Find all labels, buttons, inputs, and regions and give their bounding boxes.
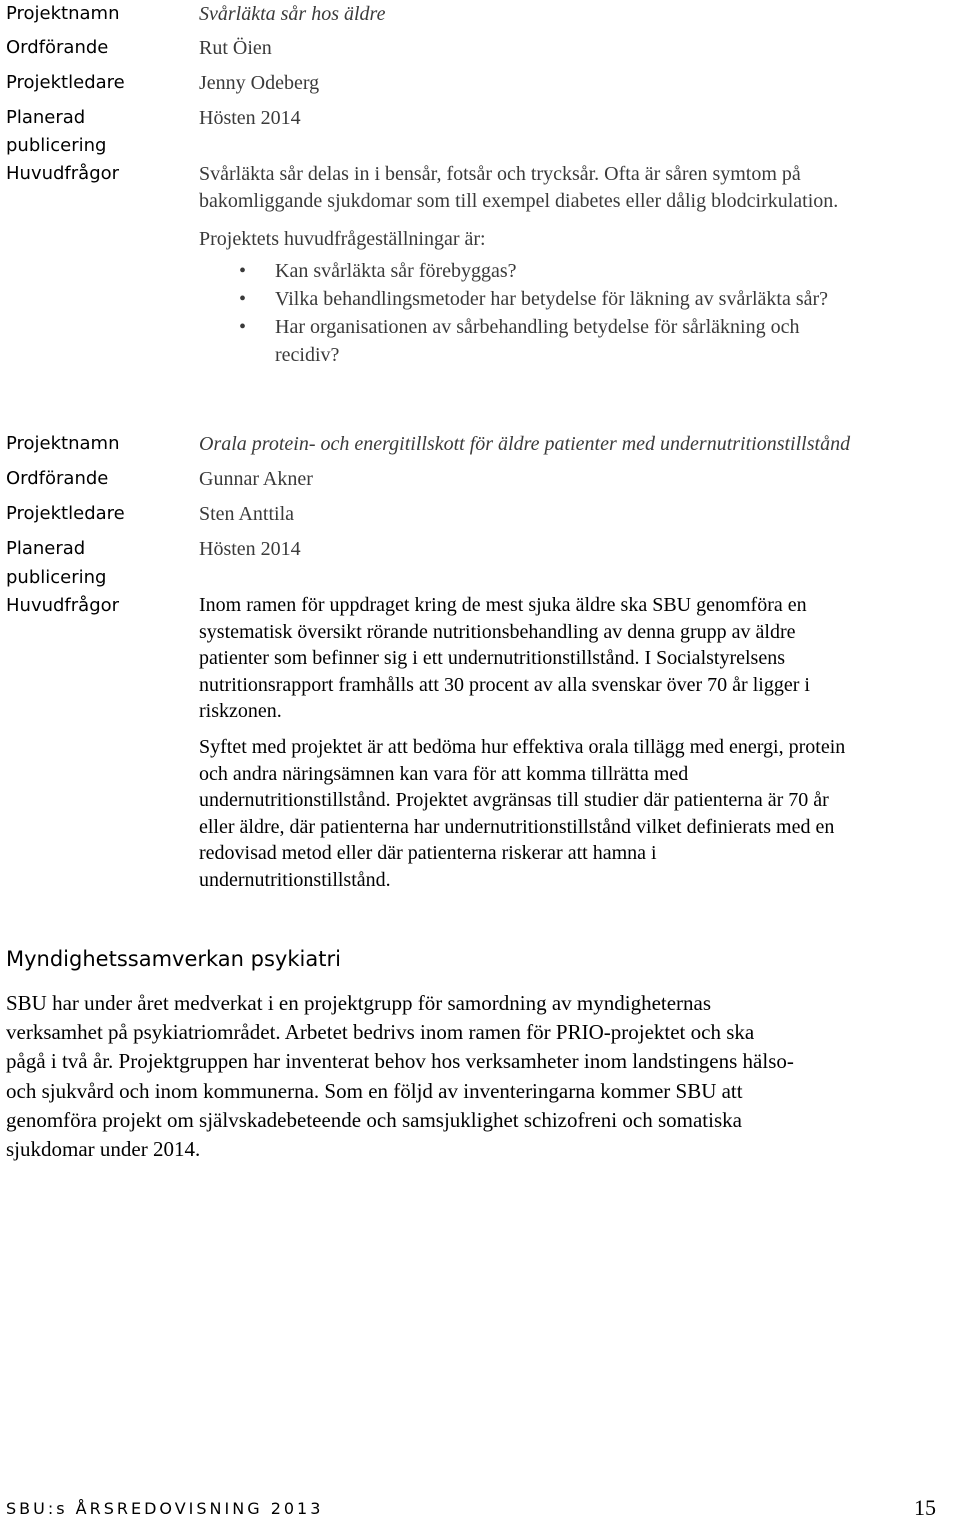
label-projektnamn: Projektnamn [6, 433, 120, 454]
label-planerad: Planerad [6, 107, 86, 128]
label-huvudfragor: Huvudfrågor [6, 595, 120, 616]
label-ordforande: Ordförande [6, 37, 109, 58]
list-item: • Kan svårläkta sår förebyggas? [199, 257, 919, 285]
main-questions-line: bakomliggande sjukdomar som till exempel diabetes eller dålig blodcirkulation. [199, 190, 839, 212]
main-questions-line: Svårläkta sår delas in i bensår, fotsår och trycksår. Ofta är såren symtom på [199, 163, 801, 185]
planned-publication: Hösten 2014 [199, 107, 301, 129]
label-ordforande: Ordförande [6, 468, 109, 489]
list-item-continuation: recidiv? [275, 344, 340, 366]
page-number: 15 [914, 1495, 936, 1520]
chair-name: Gunnar Akner [199, 468, 313, 490]
bullet-icon: • [239, 316, 247, 338]
list-item: • Har organisationen av sårbehandling betydelse för sårläkning och [199, 313, 919, 341]
label-projektnamn: Projektnamn [6, 3, 120, 24]
project-name: Orala protein- och energitillskott för äldre patienter med undernutritionstillstånd [199, 433, 851, 455]
label-planerad: Planerad [6, 538, 86, 559]
questions-list [199, 257, 919, 369]
footer-title: SBU:s ÅRSREDOVISNING 2013 [6, 1499, 324, 1518]
section-heading: Myndighetssamverkan psykiatri [6, 947, 341, 971]
section-body: SBU har under året medverkat i en projektgrupp för samordning av myndigheternas verksamhet på psykiatriområdet. Arbetet bedrivs inom ramen för PRIO-projektet och ska pågå i två år. Projektgruppen har inventerat behov hos verksamheter inom landstingens hälso- och sjukvård och inom kommunerna. Som en följd av inventeringarna kommer SBU att genomföra projekt om självskadebeteende och samsjuklighet schizofreni och somatiska sjukdomar under 2014. [6, 991, 794, 1162]
planned-publication: Hösten 2014 [199, 538, 301, 560]
label-projektledare: Projektledare [6, 72, 125, 93]
bullet-icon: • [239, 260, 247, 282]
list-item: • Vilka behandlingsmetoder har betydelse för läkning av svårläkta sår? [199, 285, 919, 313]
project-leader-name: Sten Anttila [199, 503, 294, 525]
project-name: Svårläkta sår hos äldre [199, 3, 386, 25]
main-questions-paragraph-1: Inom ramen för uppdraget kring de mest sjuka äldre ska SBU genomföra en systematisk översikt rörande nutritionsbehandling av denna grupp av äldre patienter som befinner sig i ett undernutritionstillstånd. I Socialstyrelsens nutritionsrapport framhålls att 30 procent av alla svenskar över 70 år ligger i riskzonen. [199, 594, 810, 723]
label-publicering: publicering [6, 135, 107, 156]
bullet-icon: • [239, 288, 247, 310]
main-questions-paragraph-2: Syftet med projektet är att bedöma hur effektiva orala tillägg med energi, protein och andra näringsämnen kan vara för att komma tillrätta med undernutritionstillstånd. Projektet avgränsas till studier där patienterna är 70 år eller äldre, där patienterna har undernutritionstillstånd vilket definierats med en redovisad metod eller där patienterna riskerar att hamna i undernutritionstillstånd. [199, 736, 846, 891]
questions-intro: Projektets huvudfrågeställningar är: [199, 228, 486, 250]
chair-name: Rut Öien [199, 37, 272, 59]
label-huvudfragor: Huvudfrågor [6, 163, 120, 184]
label-projektledare: Projektledare [6, 503, 125, 524]
label-publicering: publicering [6, 567, 107, 588]
project-leader-name: Jenny Odeberg [199, 72, 320, 94]
